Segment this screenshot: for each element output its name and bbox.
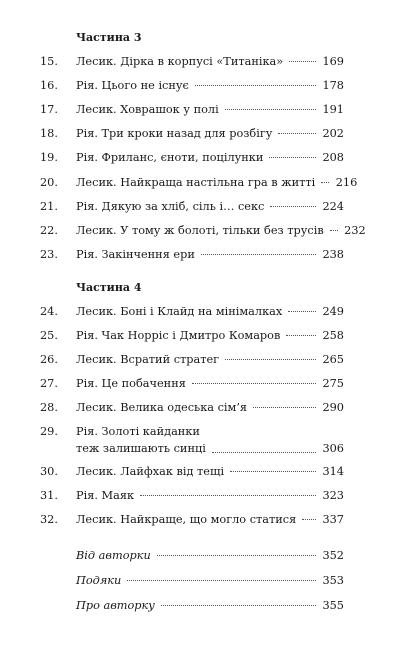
entry-number: 18. (40, 127, 58, 140)
entry-title: Лесик. Ховрашок у полі (76, 103, 219, 116)
entry-number: 25. (40, 329, 58, 342)
entry-page: 265 (322, 353, 344, 366)
entry-title: Рія. Це побачення (76, 377, 186, 390)
entry-number: 22. (40, 224, 58, 237)
entry-number: 20. (40, 176, 58, 189)
toc-entry-extra[interactable] (76, 548, 344, 564)
entry-number: 15. (40, 55, 58, 68)
dot-leader (270, 206, 316, 207)
dot-leader (269, 157, 316, 158)
dot-leader (212, 452, 316, 453)
dot-leader (161, 605, 316, 606)
entry-title: Рія. Дякую за хліб, сіль і… секс (76, 200, 265, 213)
toc-entry[interactable] (40, 464, 344, 480)
entry-number: 19. (40, 151, 58, 164)
entry-page: 323 (322, 489, 344, 502)
entry-page: 202 (322, 127, 344, 140)
toc-entry[interactable] (40, 304, 344, 320)
dot-leader (278, 133, 316, 134)
entry-number: 23. (40, 248, 58, 261)
entry-page: 224 (322, 200, 344, 213)
dot-leader (302, 519, 316, 520)
entry-title: Лесик. Лайфхак від тещі (76, 465, 225, 478)
entry-page: 191 (322, 103, 344, 116)
entry-page: 178 (322, 79, 344, 92)
entry-page: 355 (322, 599, 344, 612)
dot-leader (195, 85, 316, 86)
toc-entry[interactable] (40, 126, 344, 142)
entry-title: Лесик. Найкраща настільна гра в житті (76, 176, 316, 189)
dot-leader (225, 359, 316, 360)
dot-leader (201, 254, 316, 255)
dot-leader (286, 335, 316, 336)
toc-entry[interactable] (40, 223, 366, 239)
dot-leader (230, 471, 316, 472)
entry-number: 21. (40, 200, 58, 213)
toc-entry[interactable] (40, 175, 358, 191)
toc-entry[interactable] (40, 328, 344, 344)
entry-page: 290 (322, 401, 344, 414)
entry-title-line-2: теж залишають синці (76, 442, 206, 455)
toc-entry[interactable] (40, 400, 344, 416)
entry-title (76, 423, 206, 457)
entry-title: Рія. Три кроки назад для розбігу (76, 127, 273, 140)
toc-entry-extra[interactable] (76, 573, 344, 589)
toc-entry[interactable] (40, 102, 344, 118)
dot-leader (253, 407, 316, 408)
part-3-heading: Частина 3 (76, 31, 142, 44)
toc-entry[interactable] (40, 78, 344, 94)
entry-number: 32. (40, 513, 58, 526)
entry-page: 337 (322, 513, 344, 526)
entry-title: Лесик. Боні і Клайд на мінімалках (76, 305, 283, 318)
toc-entry[interactable] (40, 488, 344, 504)
toc-entry[interactable] (40, 352, 344, 368)
entry-title: Про авторку (76, 599, 155, 612)
entry-page: 306 (322, 442, 344, 455)
toc-entry[interactable] (40, 423, 344, 457)
entry-page: 169 (322, 55, 344, 68)
dot-leader (192, 383, 316, 384)
entry-number: 31. (40, 489, 58, 502)
entry-number: 16. (40, 79, 58, 92)
entry-title: Рія. Закінчення ери (76, 248, 195, 261)
entry-number: 24. (40, 305, 58, 318)
entry-title: Від авторки (76, 549, 151, 562)
entry-title: Рія. Цього не існує (76, 79, 189, 92)
dot-leader (330, 230, 338, 231)
toc-entry[interactable] (40, 199, 344, 215)
entry-page: 249 (322, 305, 344, 318)
entry-title: Лесик. Дірка в корпусі «Титаніка» (76, 55, 284, 68)
dot-leader (140, 495, 316, 496)
entry-title: Лесик. Велика одеська сім’я (76, 401, 248, 414)
dot-leader (321, 182, 329, 183)
entry-title: Подяки (76, 574, 122, 587)
entry-number: 30. (40, 465, 58, 478)
toc-entry[interactable] (40, 54, 344, 70)
dot-leader (289, 61, 316, 62)
entry-page: 238 (322, 248, 344, 261)
entry-title: Лесик. У тому ж болоті, тільки без трусів (76, 224, 324, 237)
toc-entry[interactable] (40, 512, 344, 528)
entry-page: 314 (322, 465, 344, 478)
entry-page: 208 (322, 151, 344, 164)
part-4-heading: Частина 4 (76, 281, 142, 294)
entry-title: Рія. Маяк (76, 489, 135, 502)
entry-number: 28. (40, 401, 58, 414)
entry-page: 216 (335, 176, 358, 189)
entry-page: 232 (344, 224, 366, 237)
toc-entry[interactable] (40, 247, 344, 263)
entry-number: 27. (40, 377, 58, 390)
entry-page: 275 (322, 377, 344, 390)
dot-leader (288, 311, 316, 312)
entry-title: Лесик. Найкраще, що могло статися (76, 513, 297, 526)
entry-number: 26. (40, 353, 58, 366)
entry-title-line-1: Рія. Золоті кайданки (76, 425, 200, 438)
toc-entry[interactable] (40, 376, 344, 392)
entry-title: Рія. Фриланс, єноти, поцілунки (76, 151, 264, 164)
entry-page: 352 (322, 549, 344, 562)
entry-page: 258 (322, 329, 344, 342)
entry-title: Лесик. Всратий стратег (76, 353, 220, 366)
entry-number: 29. (40, 425, 58, 438)
entry-page: 353 (322, 574, 344, 587)
toc-entry[interactable] (40, 150, 344, 166)
entry-title: Рія. Чак Норріс і Дмитро Комаров (76, 329, 281, 342)
entry-number: 17. (40, 103, 58, 116)
dot-leader (225, 109, 316, 110)
dot-leader (127, 580, 316, 581)
dot-leader (157, 555, 316, 556)
toc-entry-extra[interactable] (76, 598, 344, 614)
